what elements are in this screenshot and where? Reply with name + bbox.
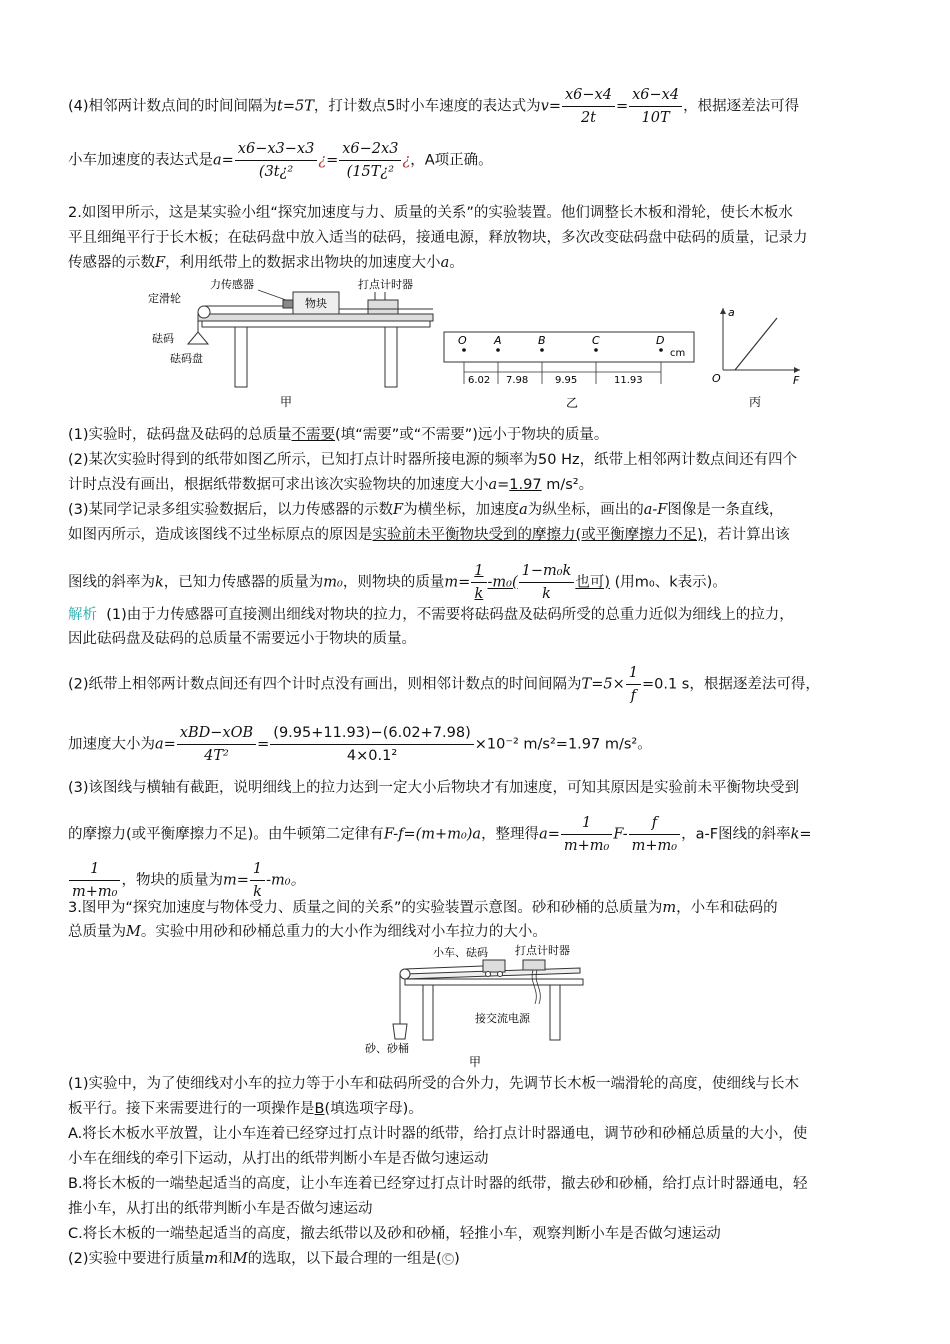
q2-s2-line1: (2)某次实验时得到的纸带如图乙所示，已知打点计时器所接电源的频率为50 Hz，纸带上相邻两计数点间还有四个 xyxy=(68,452,798,468)
text: (1)由于力传感器可直接测出细线对物块的拉力，不需要将砝码盘及砝码所受的总重力近似为细线上的拉力， xyxy=(106,607,794,623)
math: m₀ xyxy=(323,574,343,591)
q2-s3-line3 xyxy=(68,560,727,605)
text: 。 xyxy=(449,255,464,271)
denominator: m+m₀ xyxy=(563,838,610,854)
graph-origin: O xyxy=(712,372,721,385)
text: ) xyxy=(454,1251,460,1267)
tape-point-C: C xyxy=(592,334,600,347)
numerator: 1 xyxy=(626,662,641,685)
math: a-F xyxy=(643,502,668,518)
a-F-graph xyxy=(705,302,805,412)
text: ，利用纸带上的数据求出物块的加速度大小 xyxy=(165,255,441,271)
text: 的摩擦力(或平衡摩擦力不足)。由牛顿第二定律有 xyxy=(68,826,384,843)
label-block: 物块 xyxy=(305,297,327,310)
text: (填“需要”或“不需要”)远小于物块的质量。 xyxy=(335,427,609,443)
math: t=5T xyxy=(277,98,314,115)
tape-segment: 6.02 xyxy=(468,375,491,386)
math: M xyxy=(126,924,141,940)
text: ，a-F图线的斜率 xyxy=(681,826,791,843)
q3-line2 xyxy=(68,922,547,942)
q2-line1: 2.如图甲所示，这是某实验小组“探究加速度与力、质量的关系”的实验装置。他们调整长木板和滑轮，使长木板水 xyxy=(68,205,793,221)
text: (4)相邻两计数点间的时间间隔为 xyxy=(68,98,278,115)
solution-line2: 因此砝码盘及砝码的总质量不需要远小于物块的质量。 xyxy=(68,631,416,647)
numerator: 1 xyxy=(69,858,120,881)
math: F xyxy=(155,255,166,271)
text: 为纵坐标，画出的 xyxy=(527,502,644,518)
math: -m₀。 xyxy=(266,872,306,889)
denominator: k xyxy=(474,586,484,602)
denominator: 4T² xyxy=(204,748,229,764)
solution-line1 xyxy=(68,605,794,625)
solution-p3-line2 xyxy=(68,812,812,857)
caption-bing: 丙 xyxy=(749,395,762,409)
q3-line1 xyxy=(68,898,778,918)
math: T=5× xyxy=(581,676,625,693)
numerator: 1−m₀k xyxy=(519,560,575,583)
math: a= xyxy=(155,736,176,753)
math: -m₀( xyxy=(487,574,518,591)
q2-s3-line2 xyxy=(68,525,790,545)
numerator: 1 xyxy=(471,560,486,583)
fraction xyxy=(339,138,401,183)
solution-p3-line1: (3)该图线与横轴有截距，说明细线上的拉力达到一定大小后物块才有加速度，可知其原因是实验前未平衡物块受到 xyxy=(68,780,800,796)
fraction xyxy=(250,858,265,903)
answer: C xyxy=(442,1253,454,1265)
numerator: 1 xyxy=(561,812,612,835)
solution-p2-line1 xyxy=(68,662,820,707)
label-power: 接交流电源 xyxy=(475,1012,530,1025)
label-sensor: 力传感器 xyxy=(210,278,254,291)
text: ，打计数点5时小车速度的表达式为 xyxy=(313,98,541,115)
text: 。实验中用砂和砂桶总重力的大小作为细线对小车拉力的大小。 xyxy=(140,924,547,940)
math: F- xyxy=(613,826,628,843)
q2-line3 xyxy=(68,253,464,273)
q3-s2 xyxy=(68,1249,460,1269)
text: 图像是一条直线， xyxy=(667,502,784,518)
denominator: k xyxy=(542,586,551,602)
fraction xyxy=(629,812,680,857)
text: ×10⁻² m/s²=1.97 m/s²。 xyxy=(474,736,652,753)
apparatus-diagram xyxy=(140,272,440,412)
numerator: xBD−xOB xyxy=(177,722,256,745)
figure-tape xyxy=(440,328,700,412)
fraction xyxy=(177,722,256,767)
q2-s3-line1 xyxy=(68,500,783,520)
solution-p3-line3 xyxy=(68,858,305,903)
fraction xyxy=(270,722,473,767)
text: ，则物块的质量 xyxy=(342,574,445,591)
fraction xyxy=(69,858,120,903)
caption-jia: 甲 xyxy=(280,395,293,409)
text: 加速度大小为 xyxy=(68,736,155,753)
q2-line2: 平且细绳平行于长木板；在砝码盘中放入适当的砝码，接通电源，释放物块，多次改变砝码盘中砝码的质量，记录力 xyxy=(68,230,808,246)
caption-q3-jia: 甲 xyxy=(469,1055,482,1069)
q3-s1-line1: (1)实验中，为了使细线对小车的拉力等于小车和砝码所受的合外力，先调节长木板一端滑轮的高度，使细线与长木 xyxy=(68,1076,800,1092)
tape-point-O: O xyxy=(458,334,467,347)
text: 总质量为 xyxy=(68,924,126,940)
fraction xyxy=(626,662,641,707)
text: ，整理得 xyxy=(481,826,540,843)
figure-q3-apparatus xyxy=(365,944,595,1070)
denominator: m+m₀ xyxy=(72,884,118,900)
tape-segment: 9.95 xyxy=(555,375,578,386)
math: ¿ xyxy=(318,152,327,169)
answer: B xyxy=(314,1101,325,1117)
tape-point-A: A xyxy=(494,334,502,347)
math: M xyxy=(232,1251,248,1267)
tape-point-B: B xyxy=(538,334,546,347)
numerator: (9.95+11.93)−(6.02+7.98) xyxy=(270,722,473,745)
text: 图线的斜率为 xyxy=(68,574,155,591)
text: (用m₀、k表示)。 xyxy=(614,574,727,591)
text: 传感器的示数 xyxy=(68,255,155,271)
caption-yi: 乙 xyxy=(566,396,579,410)
tape-unit: cm xyxy=(670,348,686,359)
tape-diagram xyxy=(440,328,700,412)
text: (填选项字母)。 xyxy=(324,1101,423,1117)
q2-s1 xyxy=(68,425,608,445)
math: k xyxy=(155,574,164,591)
math: a= xyxy=(213,152,234,169)
text: 小车加速度的表达式是 xyxy=(68,152,213,169)
text: (2)纸带上相邻两计数点间还有四个计时点没有画出，则相邻计数点的时间间隔为 xyxy=(68,676,582,693)
math: a= xyxy=(488,477,510,493)
numerator: x6−2x3 xyxy=(339,138,401,161)
part4-line2: 小车加速度的表达式是a= $\frac{x6-x3-x3}{\text{(3t¿²}}$ ¿= $\frac{x6-2x3}{\text{(15T¿²}}$ ¿，A项正确。 xyxy=(68,138,493,183)
text: =0.1 s，根据逐差法可得， xyxy=(641,676,820,693)
option-b-line1: B.将长木板的一端垫起适当的高度，让小车连着已经穿过打点计时器的纸带，撤去砂和砂桶，给打点计时器通电，轻 xyxy=(68,1176,808,1192)
math: F xyxy=(393,502,404,518)
denominator: (3t¿² xyxy=(258,164,294,180)
text: ，已知力传感器的质量为 xyxy=(163,574,324,591)
text: 计时点没有画出，根据纸带数据可求出该次实验物块的加速度大小 xyxy=(68,477,489,493)
tape-segment: 11.93 xyxy=(614,375,643,386)
fraction xyxy=(561,812,612,857)
math: a xyxy=(440,255,450,271)
math: ¿ xyxy=(402,152,411,169)
q2-s2-line2 xyxy=(68,475,593,495)
text: ，根据逐差法可得 xyxy=(683,98,800,115)
fraction xyxy=(471,560,486,605)
numerator: x6−x4 xyxy=(562,84,615,107)
answer: 不需要 xyxy=(291,427,336,443)
label-pan: 砝码盘 xyxy=(170,352,203,365)
text: (2)实验中要进行质量 xyxy=(68,1251,205,1267)
graph-y-axis: a xyxy=(728,306,735,319)
answer: 1.97 xyxy=(509,477,542,493)
math: a= xyxy=(539,826,560,843)
label-sand: 砂、砂桶 xyxy=(365,1042,409,1055)
text: 和 xyxy=(218,1251,233,1267)
solution-p2-line2: 加速度大小为a= $\frac{\text{xBD−xOB}}{\text{4T²}}$ = $\frac{(9.95+11.93)-(6.02+7.98)}{\text{4×0.1²}}$ ×10⁻² m/s²=1.97 m/s²。 xyxy=(68,722,652,767)
text: 为横坐标，加速度 xyxy=(403,502,520,518)
denominator: k xyxy=(253,884,262,900)
fraction xyxy=(629,84,682,129)
figure-apparatus xyxy=(140,272,440,412)
q3-apparatus-diagram xyxy=(365,944,595,1070)
tape-point-D: D xyxy=(656,334,665,347)
math: m xyxy=(204,1251,219,1267)
figure-graph xyxy=(705,302,805,412)
text: (1)实验时，砝码盘及砝码的总质量 xyxy=(68,427,292,443)
part4-line1 xyxy=(68,84,799,129)
q3-s1-line2 xyxy=(68,1099,423,1119)
text: ，若计算出该 xyxy=(702,527,790,543)
text: 的选取，以下最合理的一组是( xyxy=(247,1251,442,1267)
numerator: f xyxy=(629,812,680,835)
option-a-line2: 小车在细线的牵引下运动，从打出的纸带判断小车是否做匀速运动 xyxy=(68,1151,489,1167)
denominator: (15T¿² xyxy=(346,164,395,180)
text: (3)某同学记录多组实验数据后，以力传感器的示数 xyxy=(68,502,394,518)
numerator: x6−x3−x3 xyxy=(235,138,318,161)
math: = xyxy=(615,98,629,115)
math: m= xyxy=(444,574,471,591)
label-cart: 小车、砝码 xyxy=(433,946,488,959)
text: ，A项正确。 xyxy=(410,152,493,169)
label-weight: 砝码 xyxy=(152,332,174,345)
text: 如图丙所示，造成该图线不过坐标原点的原因是 xyxy=(68,527,373,543)
text: ，小车和砝码的 xyxy=(676,900,778,916)
numerator: x6−x4 xyxy=(629,84,682,107)
math: k= xyxy=(790,826,812,843)
text: ，物块的质量为 xyxy=(121,872,223,889)
math: v= xyxy=(540,98,561,115)
solution-tag: 解析 xyxy=(68,607,97,623)
option-c-line1: C.将长木板的一端垫起适当的高度，撤去纸带以及砂和砂桶，轻推小车，观察判断小车是否做匀速运动 xyxy=(68,1226,721,1242)
option-b-line2: 推小车，从打出的纸带判断小车是否做匀速运动 xyxy=(68,1201,373,1217)
text: m/s²。 xyxy=(546,477,594,493)
tape-segment: 7.98 xyxy=(506,375,529,386)
fraction xyxy=(562,84,615,129)
denominator: m+m₀ xyxy=(631,838,678,854)
math: m= xyxy=(222,872,249,889)
denominator: f xyxy=(630,688,637,704)
math: a xyxy=(519,502,528,518)
numerator: 1 xyxy=(250,858,265,881)
math: m xyxy=(662,900,677,916)
text: 板平行。接下来需要进行的一项操作是 xyxy=(68,1101,315,1117)
denominator: 2t xyxy=(580,110,597,126)
denominator: 10T xyxy=(641,110,670,126)
answer: 实验前未平衡物块受到的摩擦力(或平衡摩擦力不足) xyxy=(372,527,703,543)
fraction xyxy=(519,560,575,605)
text: 3.图甲为“探究加速度与物体受力、质量之间的关系”的实验装置示意图。砂和砂桶的总质量为 xyxy=(68,900,663,916)
math: F-f=(m+m₀)a xyxy=(383,826,482,843)
answer: 也可) xyxy=(575,574,611,591)
option-a-line1: A.将长木板水平放置，让小车连着已经穿过打点计时器的纸带，给打点计时器通电，调节砂和砂桶总质量的大小，使 xyxy=(68,1126,808,1142)
fraction xyxy=(235,138,318,183)
label-timer: 打点计时器 xyxy=(358,278,413,291)
label-timer: 打点计时器 xyxy=(515,944,570,957)
graph-x-axis: F xyxy=(793,374,800,387)
denominator: 4×0.1² xyxy=(346,748,398,764)
label-pulley: 定滑轮 xyxy=(148,292,181,305)
